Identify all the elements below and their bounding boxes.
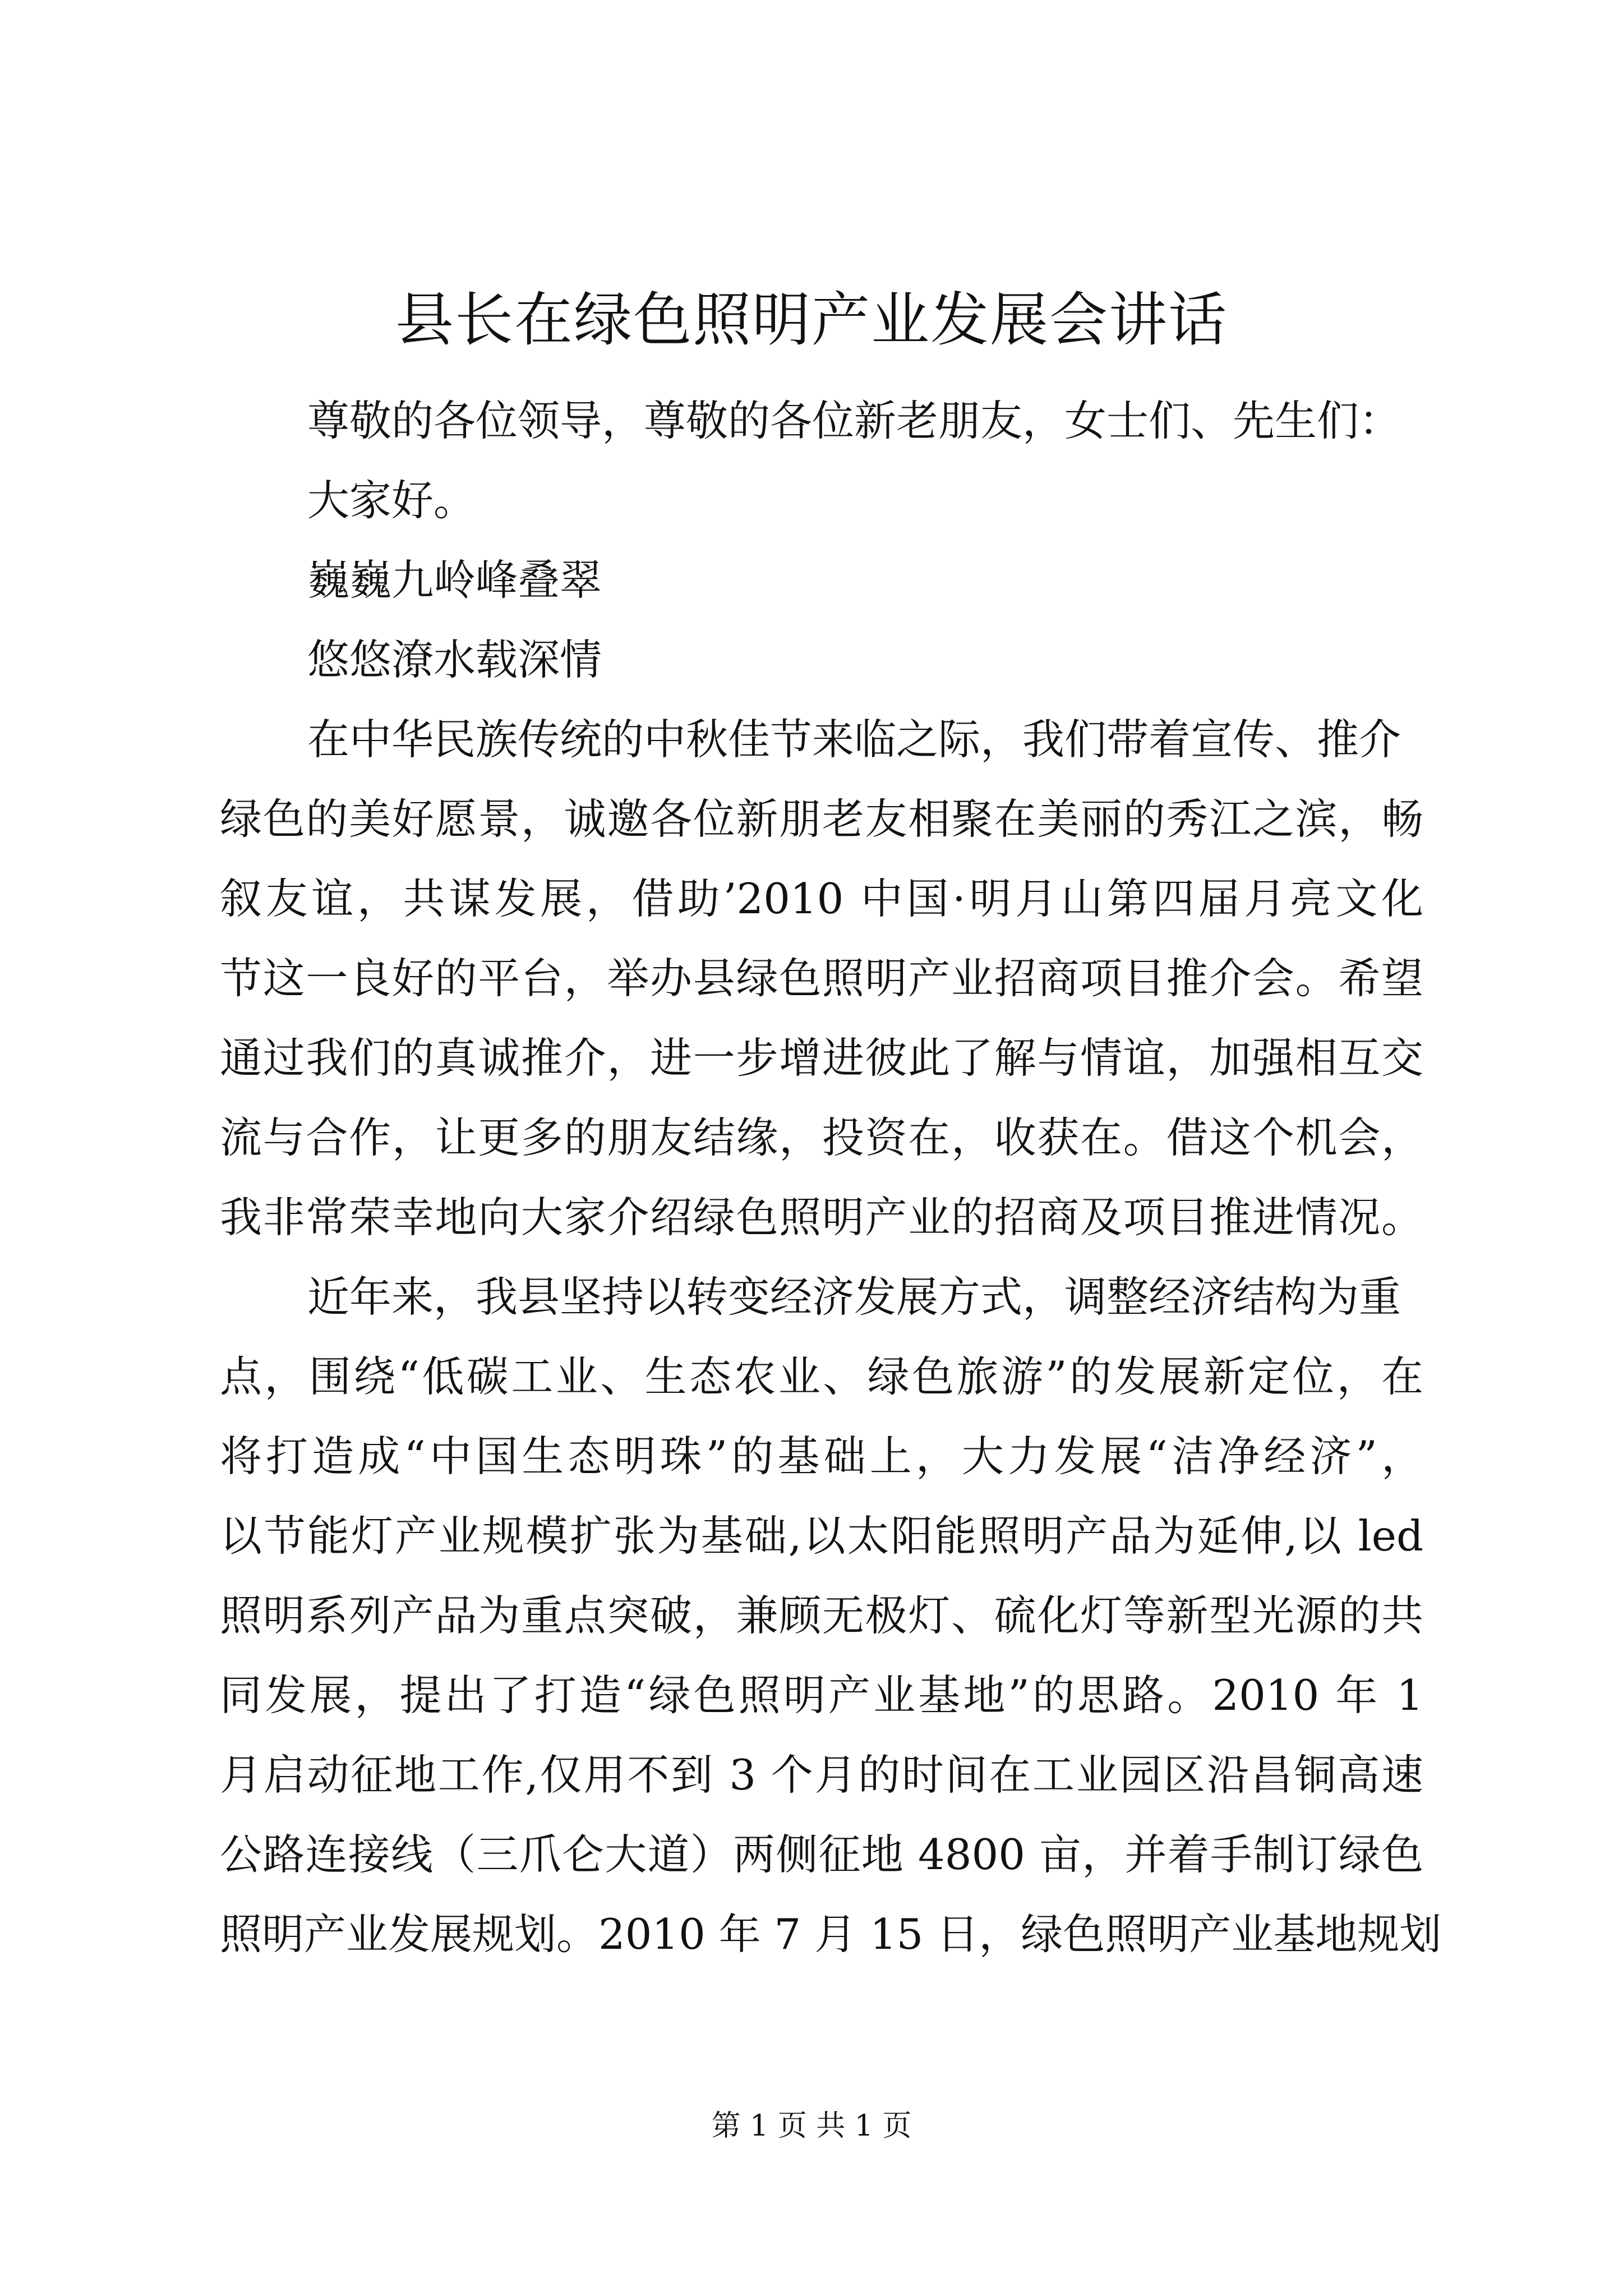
greeting: 大家好。 xyxy=(307,476,476,525)
paragraph-line: 照明产业发展规划。2010 年 7 月 15 日，绿色照明产业基地规划 xyxy=(220,1910,1442,1959)
paragraph-line: 以节能灯产业规模扩张为基础,以太阳能照明产品为延伸,以 led xyxy=(220,1511,1423,1561)
paragraph-line: 在中华民族传统的中秋佳节来临之际，我们带着宣传、推介 xyxy=(307,715,1401,764)
paragraph-line: 将打造成“中国生态明珠”的基础上，大力发展“洁净经济”， xyxy=(220,1432,1423,1481)
paragraph-line: 通过我们的真诚推介，进一步增进彼此了解与情谊，加强相互交 xyxy=(220,1033,1423,1083)
salutation: 尊敬的各位领导，尊敬的各位新老朋友，女士们、先生们： xyxy=(307,396,1401,445)
page-footer: 第 1 页 共 1 页 xyxy=(711,2109,912,2143)
paragraph-line: 点，围绕“低碳工业、生态农业、绿色旅游”的发展新定位，在 xyxy=(220,1352,1423,1401)
verse-line: 悠悠潦水载深情 xyxy=(307,635,602,684)
paragraph-line: 公路连接线（三爪仑大道）两侧征地 4800 亩，并着手制订绿色 xyxy=(220,1830,1423,1879)
verse-line: 巍巍九岭峰叠翠 xyxy=(307,555,602,605)
document-title: 县长在绿色照明产业发展会讲话 xyxy=(395,286,1228,354)
paragraph-line: 绿色的美好愿景，诚邀各位新朋老友相聚在美丽的秀江之滨，畅 xyxy=(220,794,1423,844)
paragraph-line: 近年来，我县坚持以转变经济发展方式，调整经济结构为重 xyxy=(307,1272,1401,1322)
paragraph-line: 流与合作，让更多的朋友结缘，投资在，收获在。借这个机会， xyxy=(220,1113,1423,1162)
paragraph-line: 月启动征地工作,仅用不到 3 个月的时间在工业园区沿昌铜高速 xyxy=(220,1750,1423,1800)
paragraph-line: 节这一良好的平台，举办县绿色照明产业招商项目推介会。希望 xyxy=(220,954,1423,1003)
paragraph-line: 照明系列产品为重点突破，兼顾无极灯、硫化灯等新型光源的共 xyxy=(220,1591,1423,1640)
paragraph-line: 我非常荣幸地向大家介绍绿色照明产业的招商及项目推进情况。 xyxy=(220,1193,1423,1242)
paragraph-line: 叙友谊，共谋发展，借助’2010 中国·明月山第四届月亮文化 xyxy=(220,874,1423,923)
paragraph-line: 同发展，提出了打造“绿色照明产业基地”的思路。2010 年 1 xyxy=(220,1671,1423,1720)
